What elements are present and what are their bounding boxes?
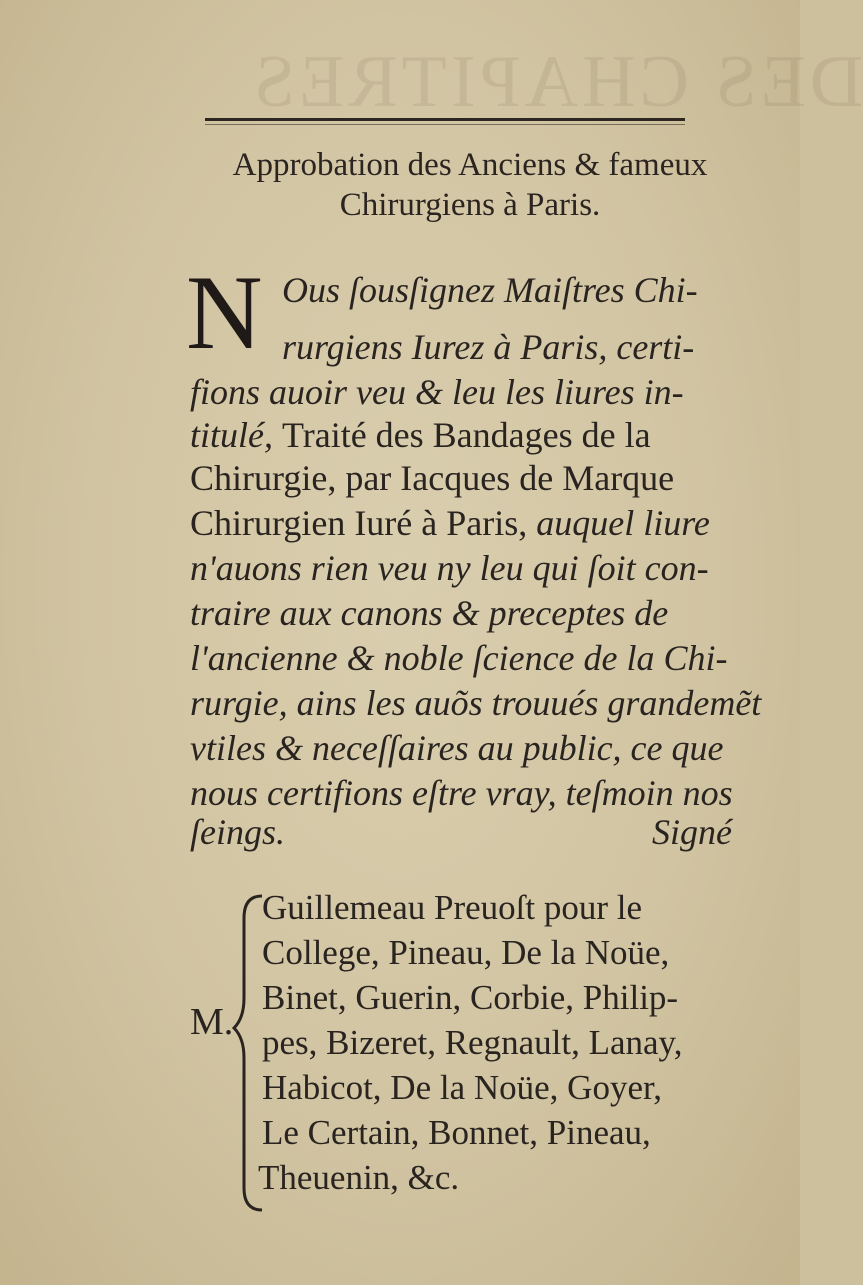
text-line (190, 503, 710, 543)
italic-text: Ous ſousſignez Maiſtres Chi- (282, 270, 698, 310)
signatory-line: Theuenin, &c. (258, 1158, 460, 1197)
signatory-line: Le Certain, Bonnet, Pineau, (262, 1113, 651, 1152)
italic-text: fions auoir veu & leu les liures in- (190, 372, 684, 412)
text-line (190, 728, 724, 768)
italic-text: titulé, (190, 415, 282, 455)
heading-line-1: Approbation des Anciens & fameux (232, 147, 708, 183)
italic-text: nous certifions eſtre vray, teſmoin nos (190, 773, 733, 813)
roman-text: Traité des Bandages de la (282, 415, 651, 455)
text-line (190, 593, 668, 633)
italic-text: n'auons rien veu ny leu qui ſoit con- (190, 548, 709, 588)
drop-cap: N (186, 254, 263, 371)
show-through-text: DES CHAPITRES (250, 41, 863, 123)
text-line (190, 638, 728, 678)
italic-text: auquel liure (536, 503, 710, 543)
heading-line-2: Chirurgiens à Paris. (339, 187, 601, 223)
roman-text: Chirurgie, par Iacques de Marque (190, 458, 675, 498)
italic-text: rurgiens Iurez à Paris, certi- (282, 327, 695, 367)
last-line-right: Signé (652, 812, 732, 852)
text-line (190, 372, 684, 412)
italic-text: rurgie, ains les auõs trouués grandemẽt (190, 683, 762, 723)
signatory-line: Habicot, De la Noüe, Goyer, (262, 1068, 662, 1107)
roman-text: Chirurgien Iuré à Paris, (190, 503, 537, 543)
italic-text: vtiles & neceſſaires au public, ce que (190, 728, 724, 768)
text-line (190, 773, 733, 813)
text-line (190, 548, 709, 588)
text-line (282, 270, 698, 310)
italic-text: l'ancienne & noble ſcience de la Chi- (190, 638, 728, 678)
header-rule-thin (205, 124, 685, 125)
text-line (190, 415, 651, 455)
signatory-line: College, Pineau, De la Noüe, (262, 933, 670, 972)
last-line-left: ſeings. (190, 812, 285, 852)
italic-text: traire aux canons & preceptes de (190, 593, 669, 633)
signatory-line: pes, Bizeret, Regnault, Lanay, (262, 1023, 683, 1062)
text-line (282, 327, 694, 367)
header-rule (205, 118, 685, 121)
signatory-prefix: M. (190, 1001, 234, 1043)
signatory-line: Guillemeau Preuoſt pour le (262, 888, 643, 927)
text-line (190, 458, 674, 498)
page-heading (190, 145, 750, 225)
signatory-line: Binet, Guerin, Corbie, Philip- (262, 978, 679, 1017)
text-line (190, 683, 761, 723)
